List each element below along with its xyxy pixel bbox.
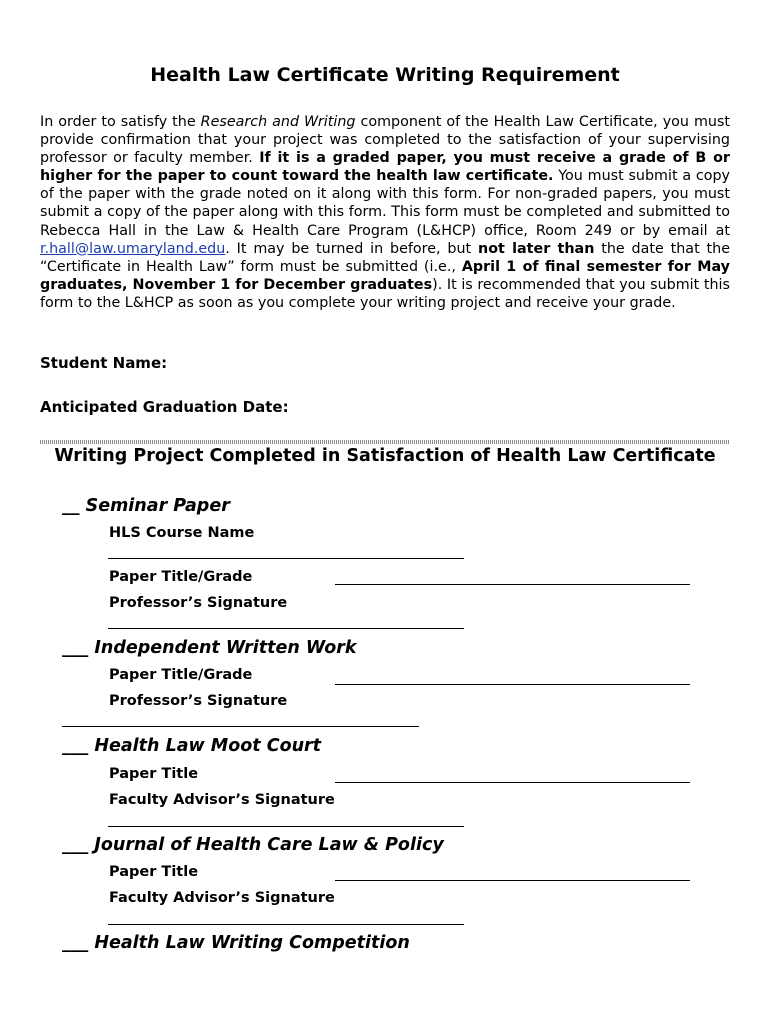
option-label: Seminar Paper: [85, 496, 230, 516]
intro-bold-deadlines: April 1 of final semester for May graduates, November 1 for December graduates: [40, 258, 730, 293]
option-health-law-moot-court[interactable]: [62, 736, 321, 756]
seminar-professor-signature-label: Professor’s Signature: [109, 595, 288, 611]
check-blank[interactable]: __: [62, 496, 80, 516]
option-health-law-writing-competition[interactable]: [62, 933, 410, 953]
hls-course-name-label: HLS Course Name: [109, 525, 255, 541]
intro-paragraph: [40, 113, 730, 312]
hls-course-name-line[interactable]: [108, 558, 464, 559]
seminar-professor-signature-line[interactable]: [108, 628, 464, 629]
intro-text-3: You must submit a copy of the paper with the grade noted on it along with this form. For non-graded papers, you must submit a copy of the paper along with this form. This form must be completed and submitted to Rebecca Hall in the Law & Health Care Program (L&HCP) office, Room 249 or by email at: [40, 168, 731, 239]
email-link[interactable]: r.hall@law.umaryland.edu: [40, 240, 226, 257]
option-label: Independent Written Work: [94, 638, 357, 658]
section-divider: [40, 440, 730, 444]
journal-faculty-advisor-signature-line[interactable]: [108, 924, 464, 925]
option-label: Health Law Moot Court: [94, 736, 322, 756]
intro-bold-not-later: not later than: [478, 240, 595, 257]
option-journal-health-care-law[interactable]: [62, 835, 444, 855]
option-label: Journal of Health Care Law & Policy: [94, 835, 444, 855]
moot-paper-title-line[interactable]: [335, 782, 690, 783]
check-blank[interactable]: ___: [62, 835, 89, 855]
intro-bold-grade-requirement: If it is a graded paper, you must receive a grade of B or higher for the paper to count toward the health law certificate.: [40, 150, 730, 185]
check-blank[interactable]: ___: [62, 736, 89, 756]
independent-professor-signature-line[interactable]: [62, 726, 419, 727]
intro-text-6: ). It is recommended that you submit this form to the L&HCP as soon as you complete your writing project and receive your grade.: [40, 276, 730, 311]
journal-paper-title-line[interactable]: [335, 880, 690, 881]
graduation-date-label: Anticipated Graduation Date:: [40, 398, 289, 416]
independent-paper-title-grade-label: Paper Title/Grade: [109, 667, 253, 683]
page-title: Health Law Certificate Writing Requirement: [150, 64, 620, 86]
option-seminar-paper[interactable]: [62, 496, 230, 516]
student-name-label: Student Name:: [40, 354, 168, 372]
independent-paper-title-grade-line[interactable]: [335, 684, 690, 685]
moot-paper-title-label: Paper Title: [109, 766, 199, 782]
option-independent-written-work[interactable]: [62, 638, 357, 658]
intro-text-4: . It may be turned in before, but: [225, 240, 479, 257]
intro-italic-research: Research and Writing: [200, 114, 356, 130]
check-blank[interactable]: ___: [62, 638, 89, 658]
section-title: Writing Project Completed in Satisfaction of Health Law Certificate: [54, 446, 716, 466]
journal-faculty-advisor-signature-label: Faculty Advisor’s Signature: [109, 890, 335, 906]
journal-paper-title-label: Paper Title: [109, 864, 199, 880]
independent-professor-signature-label: Professor’s Signature: [109, 693, 288, 709]
intro-text-1: In order to satisfy the: [40, 114, 201, 130]
moot-faculty-advisor-signature-label: Faculty Advisor’s Signature: [109, 792, 335, 808]
intro-text-2: component of the Health Law Certificate, you must provide confirmation that your project was completed to the satisfaction of your supervising professor or faculty member.: [40, 114, 730, 167]
option-label: Health Law Writing Competition: [94, 933, 410, 953]
moot-faculty-advisor-signature-line[interactable]: [108, 826, 464, 827]
seminar-paper-title-grade-label: Paper Title/Grade: [109, 569, 253, 585]
intro-text-5: the date that the “Certificate in Health Law” form must be submitted (i.e.,: [40, 240, 730, 275]
check-blank[interactable]: ___: [62, 933, 89, 953]
seminar-paper-title-grade-line[interactable]: [335, 584, 690, 585]
